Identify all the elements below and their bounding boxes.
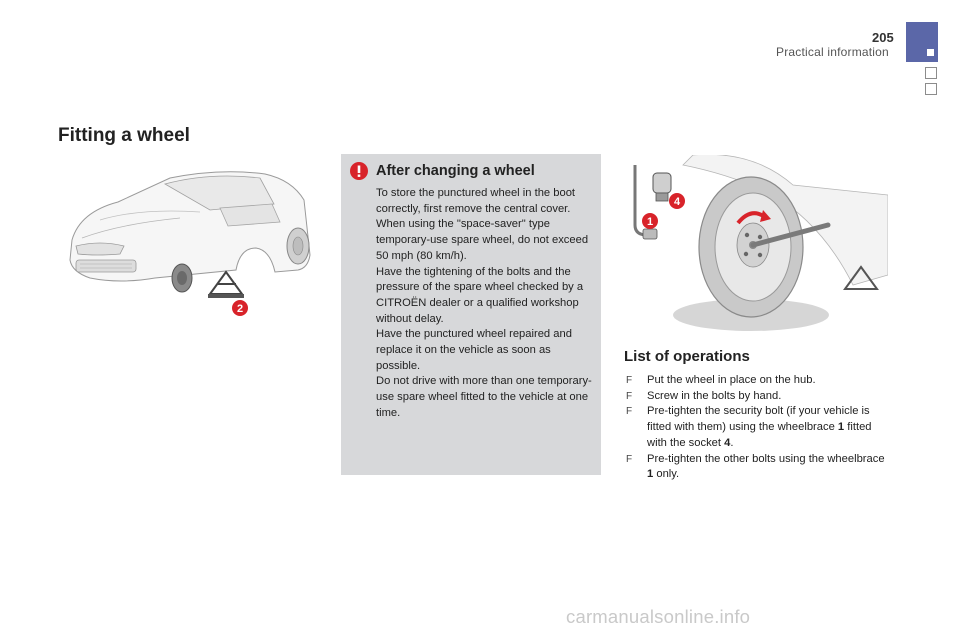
page-title: Fitting a wheel bbox=[58, 125, 190, 146]
section-tab-empty-1 bbox=[925, 67, 937, 79]
list-item: F Pre-tighten the security bolt (if your vehicle is fitted with them) using the wheelbrace 1 fitted with the socket 4. bbox=[626, 405, 872, 449]
callout-2: 2 bbox=[236, 303, 244, 315]
wheel-illustration bbox=[623, 155, 888, 340]
checkbox-bullet-icon: F bbox=[626, 453, 633, 465]
car-illustration bbox=[60, 160, 315, 330]
warning-body bbox=[376, 186, 594, 422]
checkbox-bullet-icon: F bbox=[626, 390, 633, 402]
checkbox-bullet-icon: F bbox=[626, 375, 633, 386]
warning-paragraph: Do not drive with more than one temporary-use spare wheel fitted to the vehicle at one time. bbox=[376, 375, 592, 419]
operations-list bbox=[624, 373, 886, 483]
warning-paragraph: To store the punctured wheel in the boot correctly, first remove the central cover. bbox=[376, 187, 576, 215]
operations-title: List of operations bbox=[624, 348, 750, 365]
callout-1: 1 bbox=[646, 216, 654, 228]
section-name: Practical information bbox=[776, 45, 889, 59]
checkbox-bullet-icon: F bbox=[626, 406, 633, 418]
page-number: 205 bbox=[872, 30, 894, 45]
section-tab bbox=[906, 22, 938, 62]
warning-icon bbox=[350, 162, 368, 180]
warning-paragraph: When using the "space-saver" type temporary-use spare wheel, do not exceed 50 mph (80 km/h). bbox=[376, 218, 589, 262]
section-tab-marker bbox=[927, 49, 934, 56]
warning-paragraph: Have the tightening of the bolts and the pressure of the spare wheel checked by a CITROËN dealer or a qualified workshop without delay. bbox=[376, 265, 584, 325]
list-item: F Pre-tighten the other bolts using the wheelbrace 1 only. bbox=[626, 452, 885, 481]
section-tab-empty-2 bbox=[925, 83, 937, 95]
callout-4: 4 bbox=[673, 196, 681, 208]
warning-title: After changing a wheel bbox=[376, 163, 535, 179]
watermark: carmanualsonline.info bbox=[566, 606, 751, 627]
list-item: F Put the wheel in place on the hub. bbox=[624, 373, 886, 389]
list-item: F Screw in the bolts by hand. bbox=[624, 389, 886, 405]
warning-paragraph: Have the punctured wheel repaired and replace it on the vehicle as soon as possible. bbox=[376, 328, 572, 372]
